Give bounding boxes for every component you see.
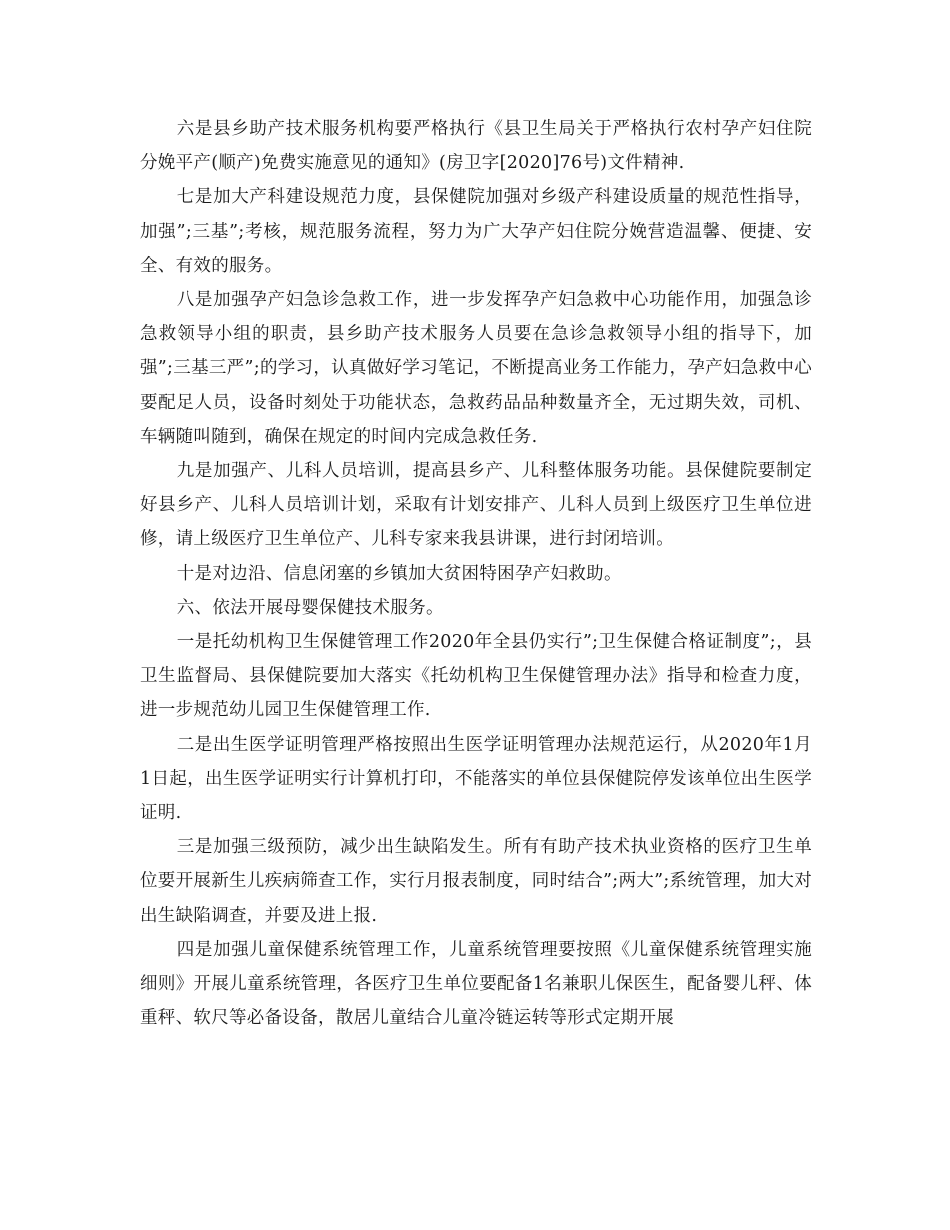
paragraph-2-birth-certificates: 二是出生医学证明管理严格按照出生医学证明管理办法规范运行，从2020年1月1日起，出生医学证明实行计算机打印，不能落实的单位县保健院停发该单位出生医学证明. [140,734,812,824]
paragraph-8-emergency-care: 八是加强孕产妇急诊急救工作，进一步发挥孕产妇急救中心功能作用，加强急诊急救领导小组的职责，县乡助产技术服务人员要在急诊急救领导小组的指导下，加强”;三基三严”;的学习，认真做好学习笔记，不断提高业务工作能力，孕产妇急救中心要配足人员，设备时刻处于功能状态，急救药品品种数量齐全，无过期失效，司机、车辆随叫随到，确保在规定的时间内完成急救任务. [140,290,812,447]
paragraph-9-staff-training: 九是加强产、儿科人员培训，提高县乡产、儿科整体服务功能。县保健院要制定好县乡产、儿科人员培训计划，采取有计划安排产、儿科人员到上级医疗卫生单位进修，请上级医疗卫生单位产、儿科专家来我县讲课，进行封闭培训。 [140,461,812,550]
paragraph-3-birth-defect-prevention: 三是加强三级预防，减少出生缺陷发生。所有有助产技术执业资格的医疗卫生单位要开展新生儿疾病筛查工作，实行月报表制度，同时结合”;两大”;系统管理，加大对出生缺陷调查，并要及进上报. [140,837,812,926]
paragraph-10-poverty-relief: 十是对边沿、信息闭塞的乡镇加大贫困特困孕产妇救助。 [176,563,622,584]
paragraph-7-obstetrics-standards: 七是加大产科建设规范力度，县保健院加强对乡级产科建设质量的规范性指导，加强”;三基”;考核，规范服务流程，努力为广大孕产妇住院分娩营造温馨、便捷、安全、有效的服务。 [140,187,812,276]
section-heading-maternal-child-services: 六、依法开展母婴保健技术服务。 [176,597,444,618]
paragraph-6-delivery-policy: 六是县乡助产技术服务机构要严格执行《县卫生局关于严格执行农村孕产妇住院分娩平产(顺产)免费实施意见的通知》(房卫字[2020]76号)文件精神. [140,119,812,174]
paragraph-1-childcare-institutions: 一是托幼机构卫生保健管理工作2020年全县仍实行”;卫生保健合格证制度”;，县卫生监督局、县保健院要加大落实《托幼机构卫生保健管理办法》指导和检查力度，进一步规范幼儿园卫生保健管理工作. [140,632,812,721]
paragraph-4-child-health-management: 四是加强儿童保健系统管理工作，儿童系统管理要按照《儿童保健系统管理实施细则》开展儿童系统管理，各医疗卫生单位要配备1名兼职儿保医生，配备婴儿秤、体重秤、软尺等必备设备，散居儿童结合儿童冷链运转等形式定期开展 [140,939,812,1029]
document-body [140,112,812,1035]
